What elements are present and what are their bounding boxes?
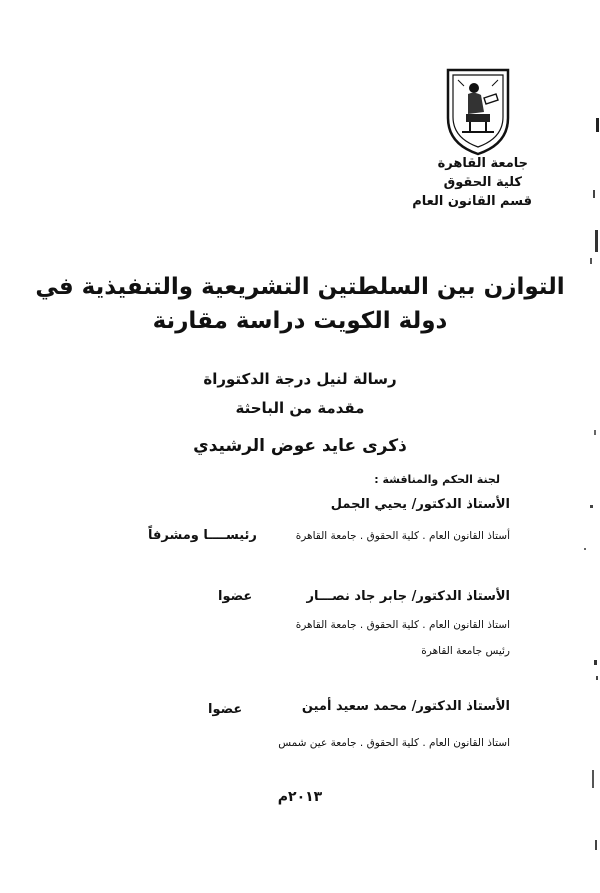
member-name: الأستاذ الدكتور/ يحيي الجمل [330,497,510,512]
degree-statement: رسالة لنيل درجة الدكتوراة [203,370,397,388]
member-role: رئيســــا ومشرفاً [148,528,257,543]
member-description: استاذ القانون العام . كلية الحقوق . جامعة عين شمس [278,737,510,749]
member-name: الأستاذ الدكتور/ محمد سعيد أمين [301,699,510,714]
member-description: استاذ القانون العام . كلية الحقوق . جامعة القاهرة [295,619,510,631]
thesis-title-line2: دولة الكويت دراسة مقارنة [152,308,448,334]
committee-label: لجنة الحكم والمناقشة : [374,473,500,486]
member-role: عضوا [218,589,253,604]
scan-edge-noise [560,0,600,893]
member-description: أستاذ القانون العام . كلية الحقوق . جامعة القاهرة [295,530,510,542]
member-extra: رئيس جامعة القاهرة [421,645,510,657]
presented-by: مقدمة من الباحثة [235,399,365,417]
author-name: ذكرى عايد عوض الرشيدي [193,436,407,456]
department-name: قسم القانون العام [412,194,532,209]
faculty-name: كلية الحقوق [443,175,522,190]
thesis-title-line1: التوازن بين السلطتين التشريعية والتنفيذية في [35,274,565,300]
member-name: الأستاذ الدكتور/ جابر جاد نصـــار [306,589,510,604]
cairo-university-emblem-icon [444,66,512,156]
year: ٢٠١٣م [277,789,323,805]
university-name: جامعة القاهرة [437,156,528,171]
member-role: عضوا [208,702,243,717]
